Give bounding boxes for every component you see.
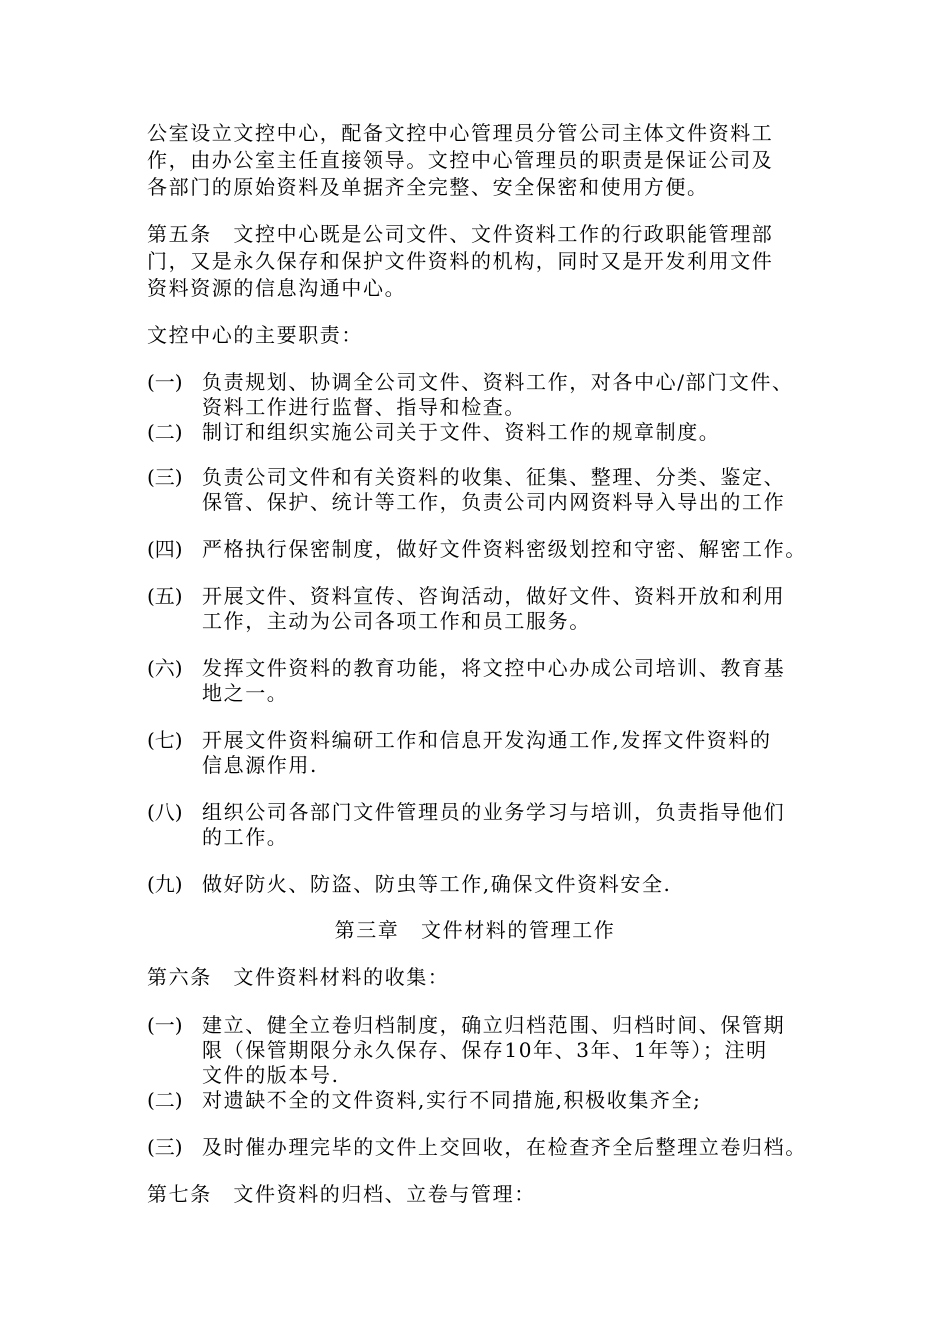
duty-6-number: (六) xyxy=(147,656,183,680)
duty-5-line-1: 开展文件、资料宣传、咨询活动，做好文件、资料开放和利用 xyxy=(202,584,786,608)
duties-heading: 文控中心的主要职责： xyxy=(147,323,363,347)
duty-3-line-2: 保管、保护、统计等工作，负责公司内网资料导入导出的工作 xyxy=(202,490,786,514)
intro-line-3: 各部门的原始资料及单据齐全完整、安全保密和使用方便。 xyxy=(147,175,709,199)
collection-3-line-1: 及时催办理完毕的文件上交回收，在检查齐全后整理立卷归档。 xyxy=(202,1135,807,1159)
collection-1-line-2: 限（保管期限分永久保存、保存10年、3年、1年等）；注明 xyxy=(202,1038,768,1062)
duty-1-line-1: 负责规划、协调全公司文件、资料工作，对各中心/部门文件、 xyxy=(202,370,794,394)
duty-4-number: (四) xyxy=(147,537,183,561)
duty-1-line-2: 资料工作进行监督、指导和检查。 xyxy=(202,395,526,419)
duty-2-line-1: 制订和组织实施公司关于文件、资料工作的规章制度。 xyxy=(202,420,721,444)
intro-line-1: 公室设立文控中心，配备文控中心管理员分管公司主体文件资料工 xyxy=(147,121,774,145)
duty-8-line-1: 组织公司各部门文件管理员的业务学习与培训，负责指导他们 xyxy=(202,800,786,824)
collection-2-number: (二) xyxy=(147,1088,183,1112)
intro-line-2: 作，由办公室主任直接领导。文控中心管理员的职责是保证公司及 xyxy=(147,148,774,172)
duty-8-number: (八) xyxy=(147,800,183,824)
chapter-3-title: 第三章 文件材料的管理工作 xyxy=(334,918,616,942)
duty-4-line-1: 严格执行保密制度，做好文件资料密级划控和守密、解密工作。 xyxy=(202,537,807,561)
duty-6-line-1: 发挥文件资料的教育功能，将文控中心办成公司培训、教育基 xyxy=(202,656,786,680)
article6-heading: 第六条 文件资料材料的收集： xyxy=(147,965,450,989)
article5-line-2: 门，又是永久保存和保护文件资料的机构，同时又是开发利用文件 xyxy=(147,249,774,273)
collection-3-number: (三) xyxy=(147,1135,183,1159)
duty-3-number: (三) xyxy=(147,465,183,489)
duty-8-line-2: 的工作。 xyxy=(202,825,289,849)
duty-9-line-1: 做好防火、防盗、防虫等工作,确保文件资料安全. xyxy=(202,872,672,896)
duty-7-line-2: 信息源作用. xyxy=(202,753,318,777)
duty-9-number: (九) xyxy=(147,872,183,896)
collection-1-line-1: 建立、健全立卷归档制度，确立归档范围、归档时间、保管期 xyxy=(202,1013,786,1037)
duty-7-number: (七) xyxy=(147,728,183,752)
article7-heading: 第七条 文件资料的归档、立卷与管理： xyxy=(147,1182,536,1206)
collection-2-line-1: 对遗缺不全的文件资料,实行不同措施,积极收集齐全; xyxy=(202,1088,702,1112)
duty-1-number: (一) xyxy=(147,370,183,394)
duty-5-line-2: 工作，主动为公司各项工作和员工服务。 xyxy=(202,609,591,633)
duty-6-line-2: 地之一。 xyxy=(202,681,289,705)
article5-line-3: 资料资源的信息沟通中心。 xyxy=(147,276,407,300)
article5-line-1: 第五条 文控中心既是公司文件、文件资料工作的行政职能管理部 xyxy=(147,222,774,246)
collection-1-number: (一) xyxy=(147,1013,183,1037)
duty-5-number: (五) xyxy=(147,584,183,608)
duty-2-number: (二) xyxy=(147,420,183,444)
collection-1-line-3: 文件的版本号. xyxy=(202,1063,340,1087)
duty-3-line-1: 负责公司文件和有关资料的收集、征集、整理、分类、鉴定、 xyxy=(202,465,786,489)
duty-7-line-1: 开展文件资料编研工作和信息开发沟通工作,发挥文件资料的 xyxy=(202,728,772,752)
